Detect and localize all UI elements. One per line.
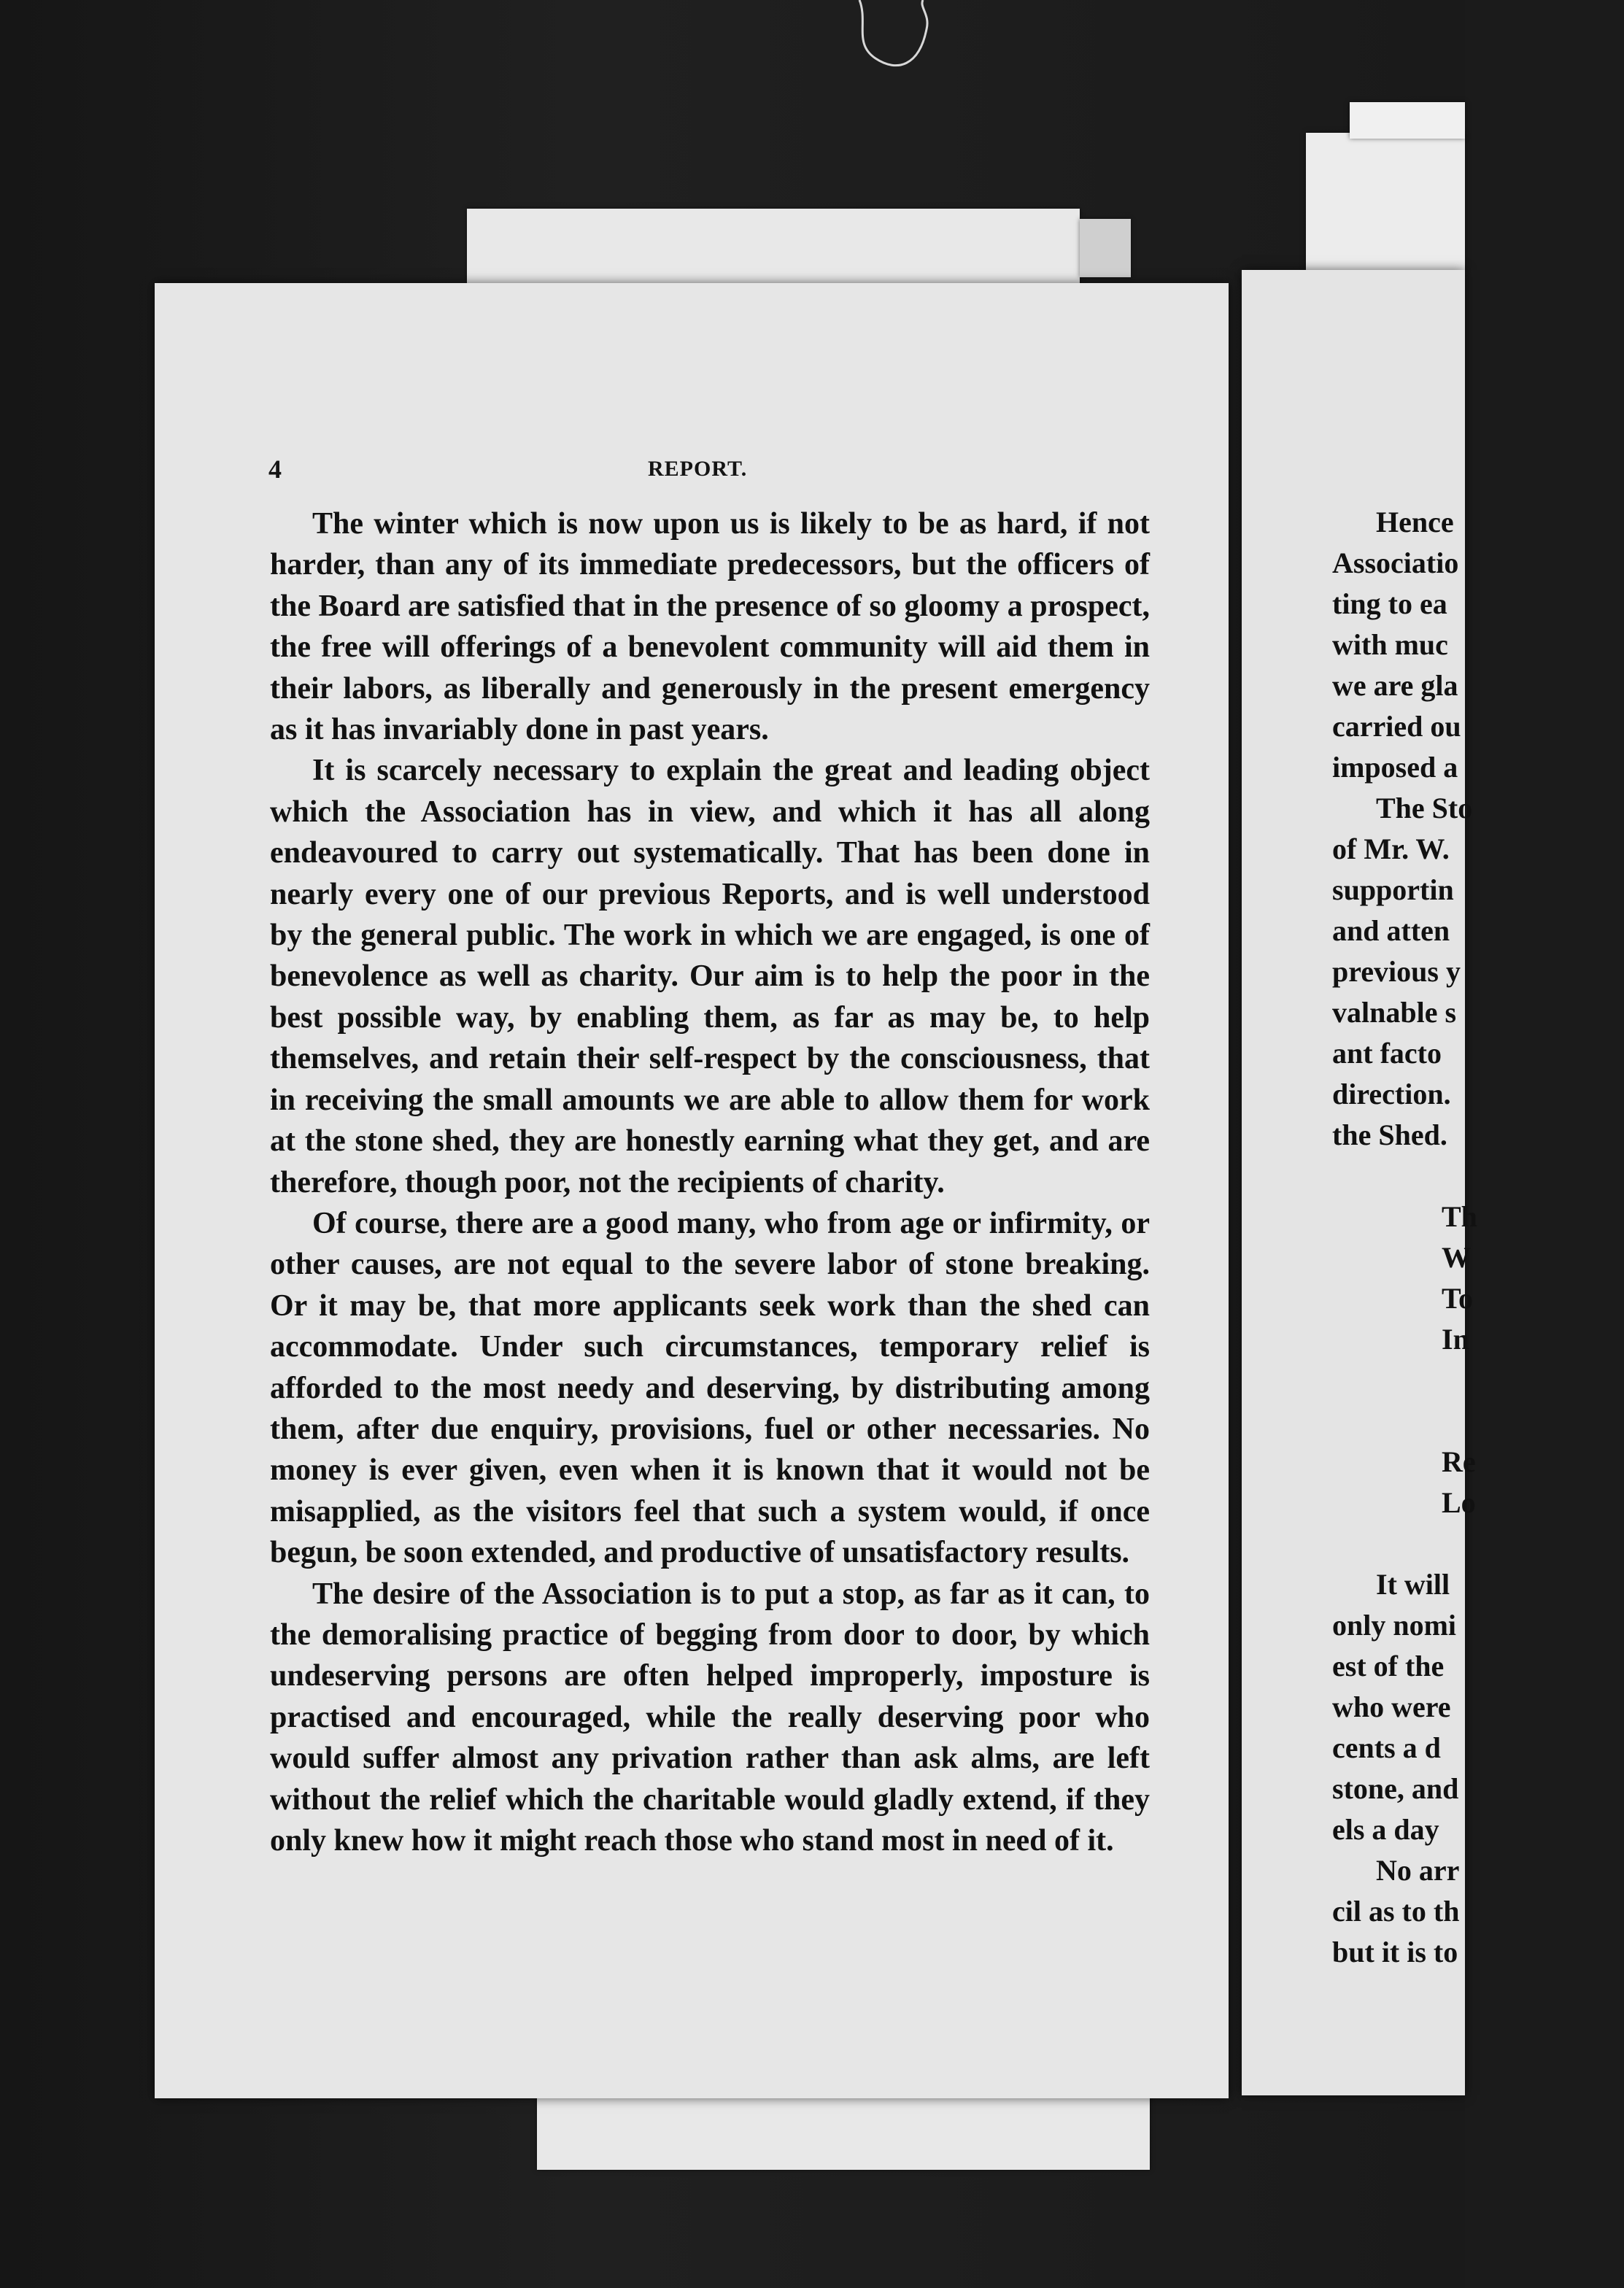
facing-page-line: who were xyxy=(1332,1690,1451,1723)
facing-page-line: and atten xyxy=(1332,914,1450,947)
facing-page-line: W xyxy=(1442,1241,1471,1274)
facing-page-line: ting to ea xyxy=(1332,587,1447,620)
facing-page-line: we are gla xyxy=(1332,669,1458,702)
right-stack-tab-upper xyxy=(1350,102,1465,139)
top-page-tab xyxy=(467,209,1080,285)
facing-page-line: Re xyxy=(1442,1445,1476,1478)
paragraph: Of course, there are a good many, who from age or infirmity, or other causes, are not equal to the severe labor of stone breaking. Or it may be, that more applicants seek work than the shed can accommodate. Under such circumstances, temporary relief is afforded to the most needy and deserving, by distributing among them, after due enquiry, provisions, fuel or other necessaries. No money is ever given, even when it is known that it would not be misapplied, as the visitors feel that such a system would, if once begun, be soon extended, and productive of unsatisfactory results. xyxy=(270,1206,1150,1570)
paragraph: The winter which is now upon us is likely to be as hard, if not harder, than any of its immediate predecessors, but the officers of the Board are satisfied that in the presence of so gloomy a prospect, the free will offerings of a benevolent community will aid them in their labors, as liberally and generously in the present emergency as it has invariably done in past years. xyxy=(270,507,1150,747)
facing-page-line: Hence xyxy=(1376,506,1454,538)
facing-page-text xyxy=(1332,502,1624,1973)
facing-page-line: previous y xyxy=(1332,955,1461,988)
report-body xyxy=(270,503,1150,1861)
facing-page-line: Associatio xyxy=(1332,546,1459,579)
facing-page-line xyxy=(1332,1523,1624,1564)
facing-page-line: carried ou xyxy=(1332,710,1461,743)
paragraph: The desire of the Association is to put a stop, as far as it can, to the demoralising practice of begging from door to door, by which undeserving persons are often helped improperly, imposture is practised and encouraged, while the really deserving poor who would suffer almost any privation rather than ask alms, are left without the relief which the charitable would gladly extend, if they only knew how it might reach those who stand most in need of it. xyxy=(270,1577,1150,1858)
facing-page-line: with muc xyxy=(1332,628,1448,661)
facing-page-line: cil as to th xyxy=(1332,1895,1460,1928)
facing-page-line: imposed a xyxy=(1332,751,1458,784)
facing-page-line: ant facto xyxy=(1332,1037,1442,1070)
right-stack-tab xyxy=(1306,133,1465,271)
facing-page-line: els a day xyxy=(1332,1813,1439,1846)
facing-page-line: est of the xyxy=(1332,1650,1445,1682)
facing-page-line: of Mr. W. xyxy=(1332,832,1450,865)
facing-page-line: supportin xyxy=(1332,873,1454,906)
left-page xyxy=(155,283,1229,2098)
facing-page xyxy=(1242,270,1477,2095)
facing-page-line: stone, and xyxy=(1332,1772,1459,1805)
paragraph: It is scarcely necessary to explain the great and leading object which the Association has in view, and which it has all along endeavoured to carry out systematically. That has been done in nearly every one of our previous Reports, and is well understood by the general public. The work in which we are engaged, is one of benevolence as well as charity. Our aim is to help the poor in the best possible way, by enabling them, as far as may be, to help themselves, and retain their self-respect by the consciousness, that in receiving the small amounts we are able to allow them for work at the stone shed, they are honestly earning what they get, and are therefore, though poor, not the recipients of charity. xyxy=(270,754,1150,1199)
facing-page-line: Th xyxy=(1442,1200,1477,1233)
facing-page-line: In xyxy=(1442,1323,1469,1356)
facing-page-line xyxy=(1332,1360,1624,1401)
facing-page-line xyxy=(1332,1156,1624,1197)
page-number: 4 xyxy=(268,455,282,484)
bottom-page-tab xyxy=(537,2094,1150,2170)
facing-page-line: but it is to xyxy=(1332,1936,1458,1968)
facing-page-line: direction. xyxy=(1332,1078,1451,1110)
facing-page-line: cents a d xyxy=(1332,1731,1441,1764)
facing-page-line: Lo xyxy=(1442,1486,1476,1519)
facing-page-line: the Shed. xyxy=(1332,1118,1447,1151)
facing-page-line: To xyxy=(1442,1282,1474,1315)
facing-page-line: valnable s xyxy=(1332,996,1457,1029)
facing-page-line: No arr xyxy=(1376,1854,1460,1887)
running-head: REPORT. xyxy=(648,457,748,481)
facing-page-line: It will xyxy=(1376,1568,1450,1601)
top-page-tab-right xyxy=(1080,219,1131,277)
thread-fiber xyxy=(846,0,934,80)
facing-page-line: The Sto xyxy=(1376,792,1473,824)
facing-page-line: only nomi xyxy=(1332,1609,1457,1642)
facing-page-line xyxy=(1332,1401,1624,1442)
